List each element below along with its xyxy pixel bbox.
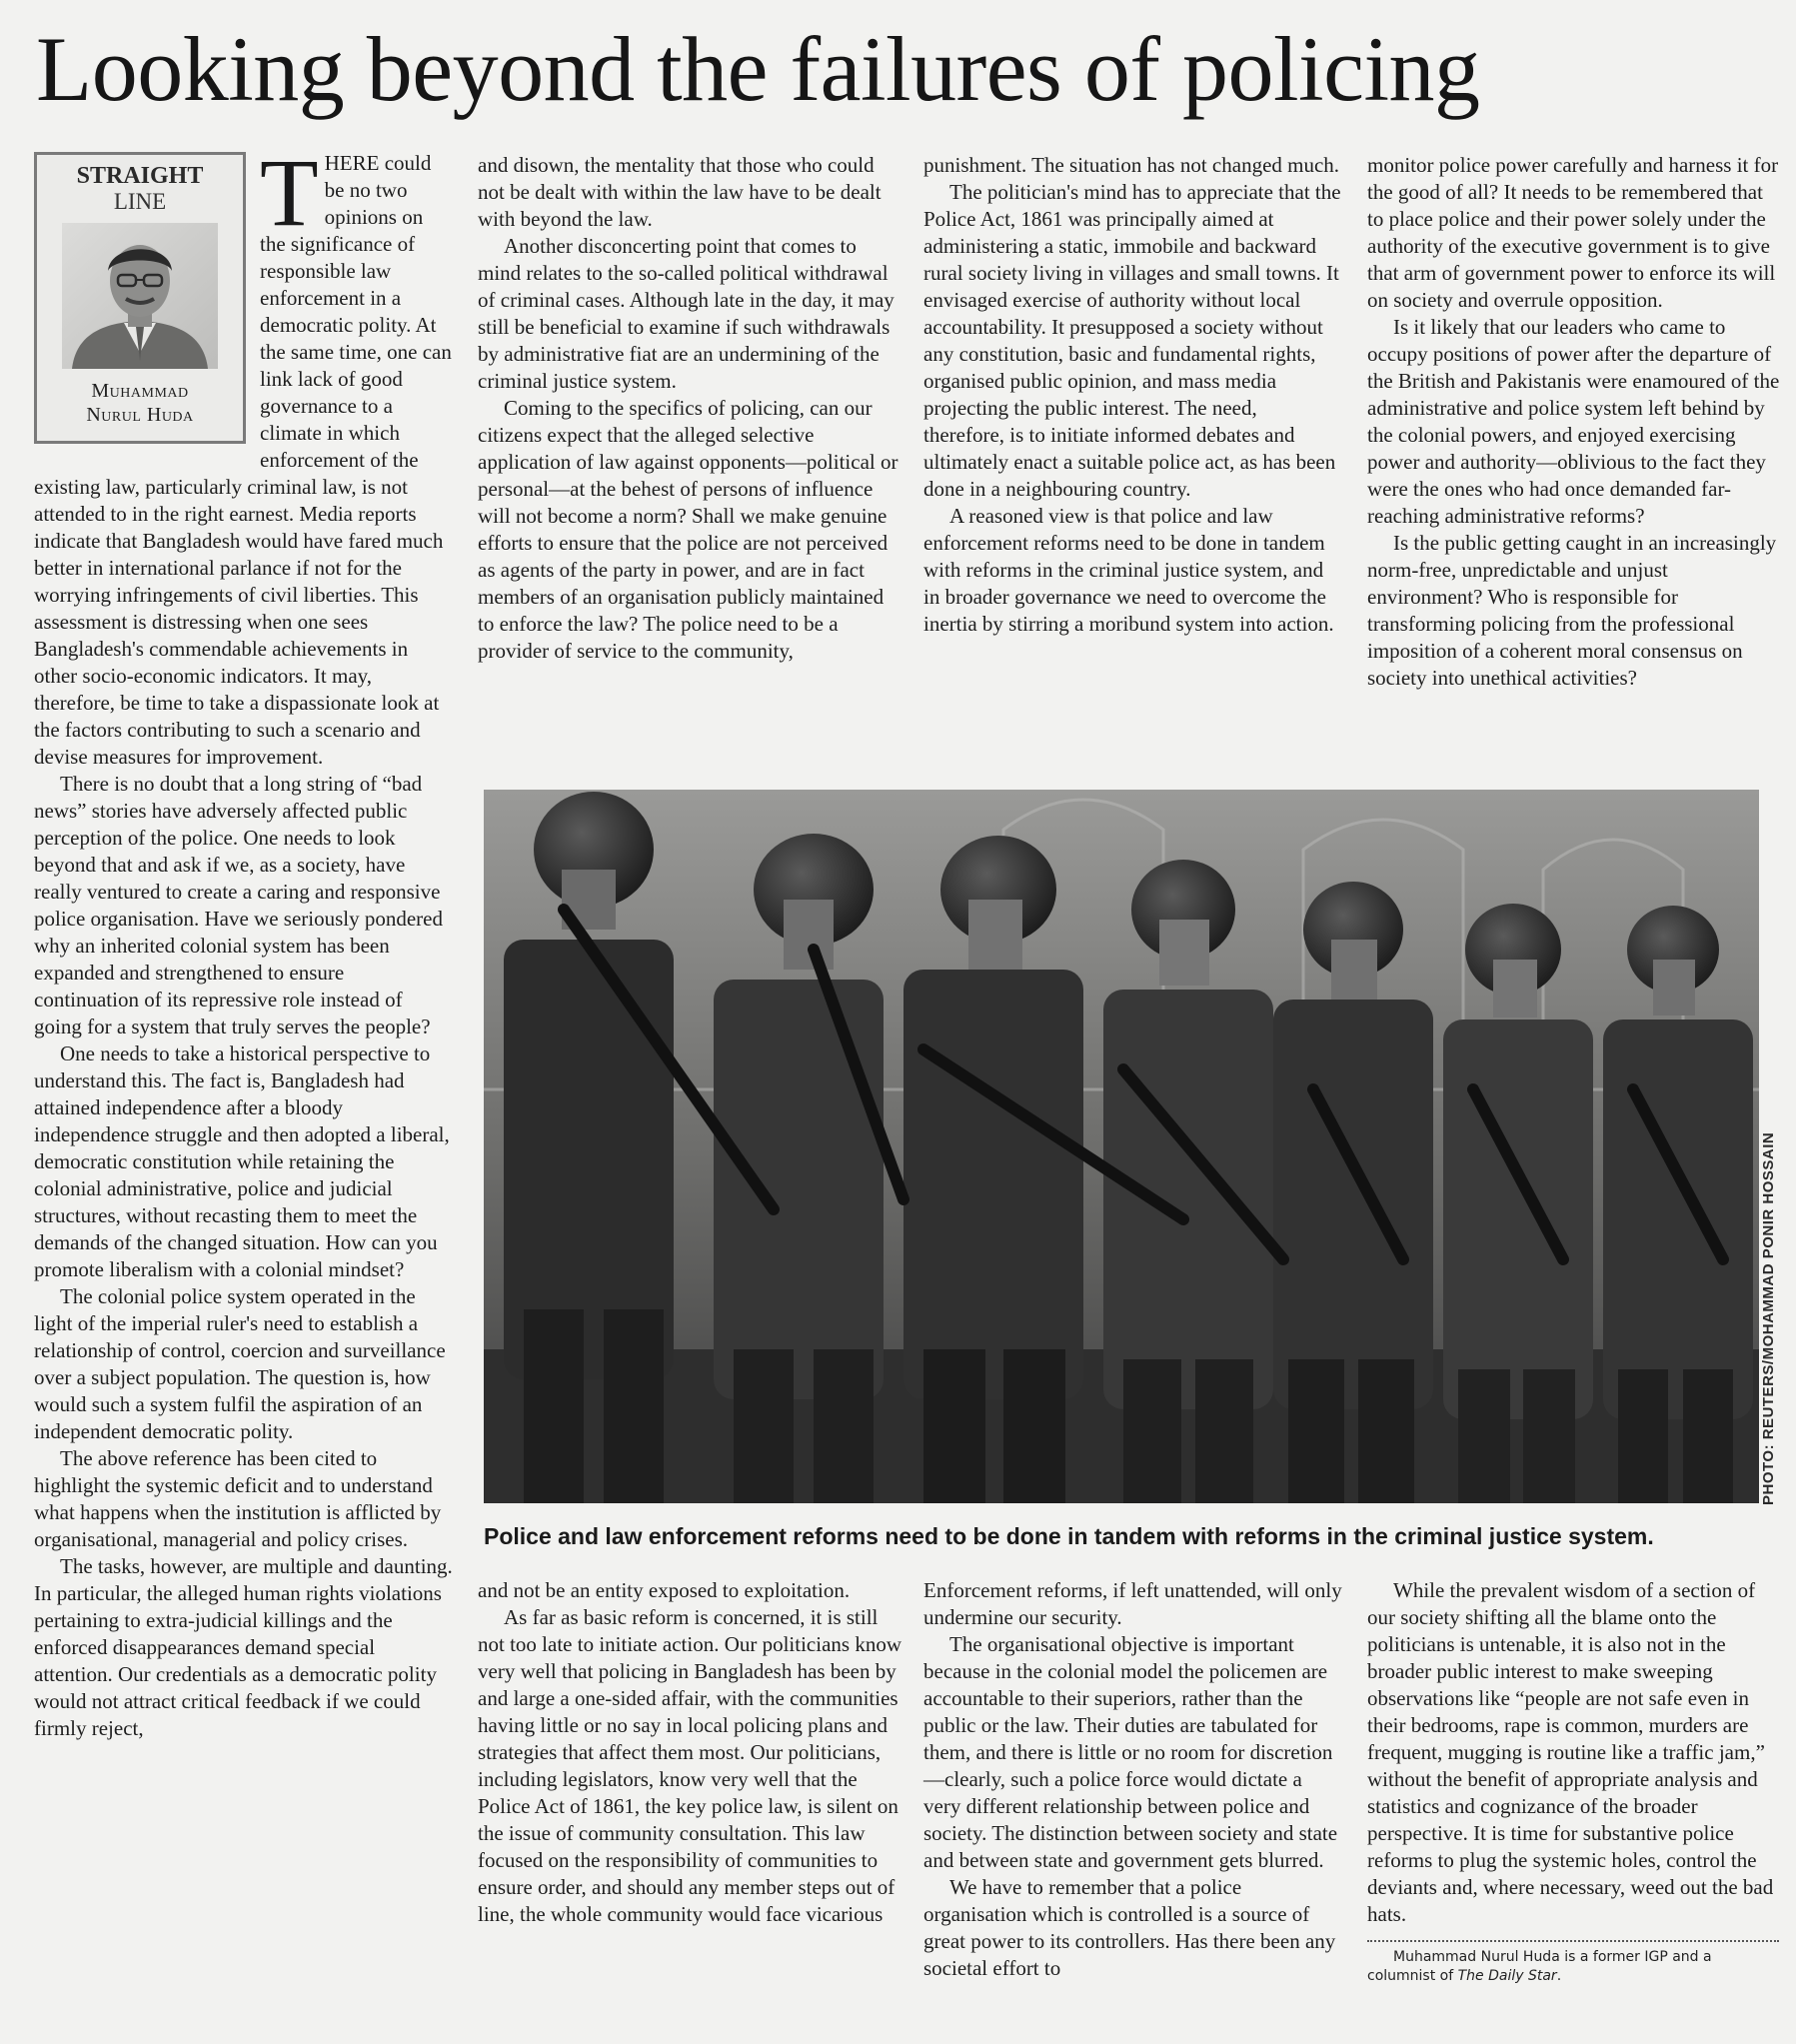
paragraph: punishment. The situation has not changed much. [923, 153, 1340, 177]
column-series-subtitle: LINE [113, 189, 167, 214]
author-bio [1367, 1948, 1779, 1986]
paragraph: Enforcement reforms, if left unattended, will only undermine our security. [923, 1578, 1342, 1629]
paragraph: The colonial police system operated in the light of the imperial ruler's need to establish a relationship of control, coercion and surveillance over a subject population. The question is, how would such a system fulfil the aspiration of an independent democratic polity. [34, 1284, 446, 1443]
paragraph: The tasks, however, are multiple and daunting. In particular, the alleged human rights violations pertaining to extra-judicial killings and the enforced disappearances demand special attention. Our credentials as a democratic polity would not attract critical feedback if we could firmly reject, [34, 1554, 453, 1740]
headline: Looking beyond the failures of policing [36, 18, 1480, 120]
publication-name: The Daily Star [1457, 1968, 1557, 1984]
paragraph: HERE could be no two opinions on the significance of responsible law enforcement in a democratic polity. At the same time, one can link lack of good governance to a climate in which enforcement of the existing law, particularly criminal law, is not attended to in the right earnest. Media reports indicate that Bangladesh would have fared much better in international parlance if not for the worrying infringements of civil liberties. This assessment is distressing when one sees Bangladesh's commendable achievements in other socio-economic indicators. It may, therefore, be time to take a dispassionate look at the factors contributing to such a scenario and devise measures for improvement. [34, 151, 452, 769]
article-column-4-bottom [1367, 1577, 1779, 1986]
police-officers-photo-image [484, 790, 1759, 1503]
paragraph: The politician's mind has to appreciate that the Police Act, 1861 was principally aimed at administering a static, immobile and backward rural society living in villages and small towns. It envisaged exercise of authority without local accountability. It presupposed a society without any constitution, basic and fundamental rights, organised public opinion, and mass media projecting the public interest. The need, therefore, is to initiate informed debates and ultimately enact a suitable police act, as has been done in a neighbouring country. [923, 180, 1341, 501]
author-portrait-image [62, 223, 218, 369]
paragraph: The organisational objective is important because in the colonial model the policemen are accountable to their superiors, rather than the public or the law. Their duties are tabulated for them, and there is little or no room for discretion—clearly, such a police force would dictate a very different relationship between police and society. The distinction between society and state and between state and government gets blurred. [923, 1632, 1338, 1872]
paragraph: Is it likely that our leaders who came to occupy positions of power after the departure of the British and Pakistanis were enamoured of the administrative and police system left behind by the colonial powers, and enjoyed exercising power and authority—oblivious to the fact they were the ones who had once demanded far-reaching administrative reforms? [1367, 315, 1780, 528]
drop-cap: T [260, 139, 319, 246]
author-name-line-1: Muhammad [91, 380, 189, 402]
paragraph: Is the public getting caught in an increasingly norm-free, unpredictable and unjust environment? Who is responsible for transforming policing from the professional imposition of a coherent moral consensus on society into unethical activities? [1367, 531, 1777, 690]
author-bio-divider [1367, 1940, 1779, 1942]
byline-box [34, 152, 246, 444]
news-photo [484, 790, 1759, 1503]
photo-caption: Police and law enforcement reforms need to be done in tandem with reforms in the criminal justice system. [484, 1523, 1654, 1549]
author-portrait [62, 223, 218, 369]
paragraph: and disown, the mentality that those who could not be dealt with within the law have to be dealt with beyond the law. [478, 153, 882, 231]
paragraph: The above reference has been cited to highlight the systemic deficit and to understand what happens when the institution is afflicted by organisational, managerial and policy crises. [34, 1446, 442, 1551]
author-bio-end: . [1556, 1968, 1562, 1984]
author-name-line-2: Nurul Huda [86, 404, 194, 426]
paragraph: Coming to the specifics of policing, can our citizens expect that the alleged selective application of law against opponents—political or personal—at the behest of persons of influence will not become a norm? Shall we make genuine efforts to ensure that the police are not perceived as agents of the party in power, and are in fact members of an organisation publicly maintained to enforce the law? The police need to be a provider of service to the community, [478, 396, 898, 663]
article-column-4-top [1367, 152, 1783, 692]
paragraph: A reasoned view is that police and law enforcement reforms need to be done in tandem with reforms in the criminal justice system, and in broader governance we need to overcome the inertia by stirring a moribund system into action. [923, 504, 1334, 636]
article-column-1 [34, 139, 454, 1742]
paragraph: As far as basic reform is concerned, it is still not too late to initiate action. Our politicians know very well that policing in Bangladesh has been by and large a one-sided affair, with the communities having little or no say in local policing plans and strategies that affect them most. Our politicians, including legislators, know very well that the Police Act of 1861, the key police law, is silent on the issue of community consultation. This law focused on the responsibility of communities to ensure order, and should any member steps out of line, the whole community would face vicarious [478, 1605, 901, 1926]
article-column-2-bottom [478, 1577, 903, 1928]
paragraph: Another disconcerting point that comes to mind relates to the so-called political withdrawal of criminal cases. Although late in the day, it may still be beneficial to examine if such withdrawals by administrative fiat are an undermining of the criminal justice system. [478, 234, 895, 393]
column-series-title: STRAIGHT [76, 163, 204, 189]
paragraph: While the prevalent wisdom of a section of our society shifting all the blame onto the politicians is untenable, it is also not in the broader public interest to make sweeping observations like “people are not safe even in their bedrooms, rape is common, murders are frequent, mugging is routine like a traffic jam,” without the benefit of appropriate analysis and statistics and cognizance of the broader perspective. It is time for substantive police reforms to plug the systemic holes, control the deviants and, where necessary, weed out the bad hats. [1367, 1578, 1774, 1926]
paragraph: There is no doubt that a long string of “bad news” stories have adversely affected public perception of the police. One needs to look beyond that and ask if we, as a society, have really ventured to create a caring and responsive police organisation. Have we seriously pondered why an inherited colonial system has been expanded and strengthened to ensure continuation of its repressive role instead of going for a system that truly serves the people? [34, 772, 443, 1038]
article-column-2-top [478, 152, 903, 665]
article-column-3-bottom [923, 1577, 1343, 1982]
author-bio-text: Muhammad Nurul Huda is a former IGP and a columnist of [1367, 1949, 1712, 1984]
article-column-3-top [923, 152, 1343, 638]
photo-credit: PHOTO: REUTERS/MOHAMMAD PONIR HOSSAIN [1760, 1131, 1777, 1505]
paragraph: monitor police power carefully and harness it for the good of all? It needs to be remembered that to place police and their power solely under the authority of the executive government is to give that arm of government power to enforce its will on society and overrule opposition. [1367, 153, 1779, 312]
paragraph: and not be an entity exposed to exploitation. [478, 1578, 851, 1602]
paragraph: One needs to take a historical perspective to understand this. The fact is, Bangladesh had attained independence after a bloody independence struggle and then adopted a liberal, democratic constitution while retaining the colonial administrative, police and judicial structures, without recasting them to meet the demands of the changed situation. How can you promote liberalism with a colonial mindset? [34, 1041, 450, 1281]
paragraph: We have to remember that a police organisation which is controlled is a source of great power to its controllers. Has there been any societal effort to [923, 1875, 1336, 1980]
